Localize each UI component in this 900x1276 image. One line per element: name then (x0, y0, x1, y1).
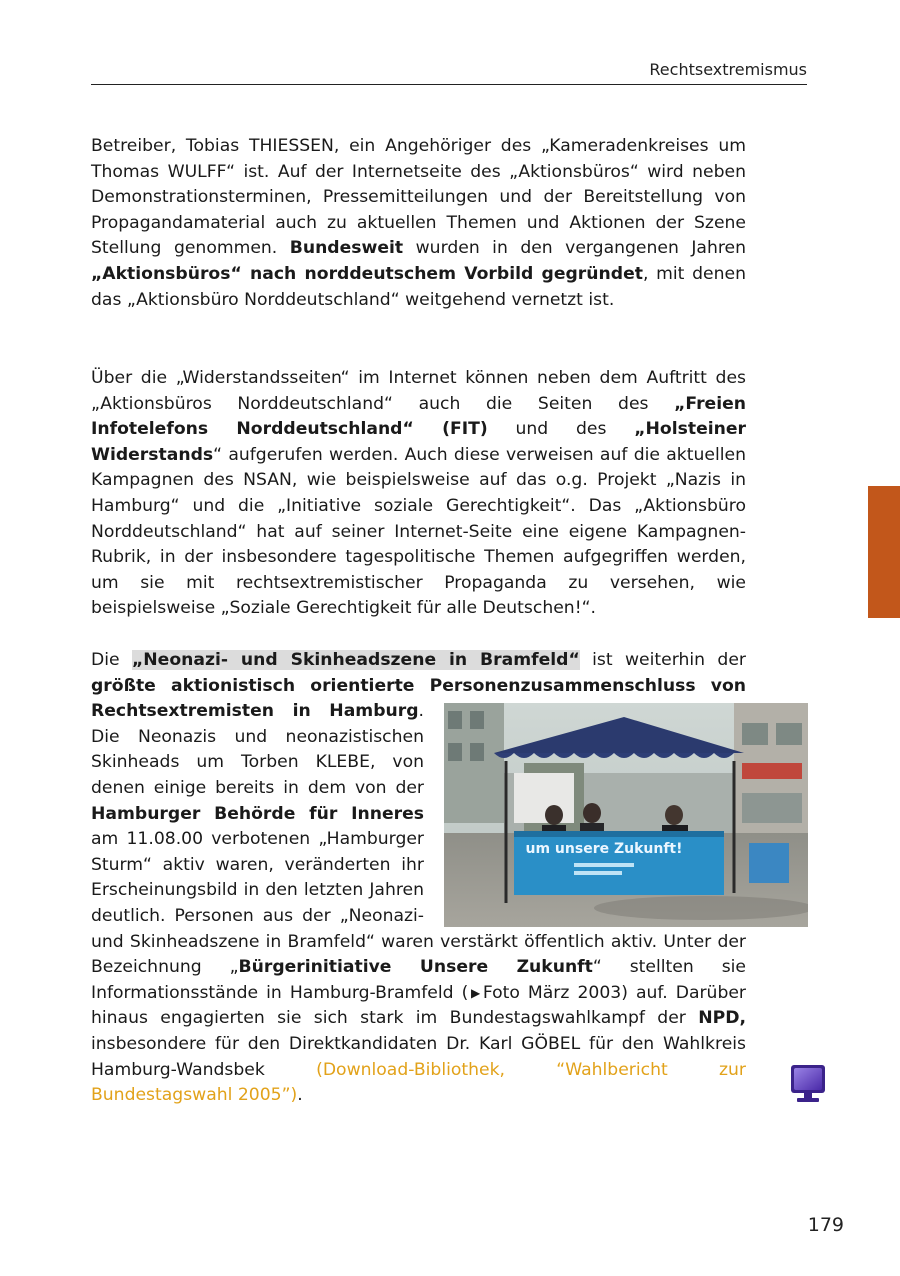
p1-bold-d: „Aktionsbüros“ nach norddeutschem Vorbild gegründet (91, 263, 643, 284)
monitor-icon[interactable] (790, 1064, 826, 1104)
p3-highlight-b: „Neonazi- und Skinheadszene in Bramfeld“ (131, 650, 580, 670)
p1-text-a: Betreiber, Tobias THIESSEN, ein Angehöriger des „Kameradenkreises um Thomas WULFF“ ist. Auf der Internetseite des „Aktionsbüros“ wird neben Demonstrationsterminen, Pressemitteilungen und der Bereitstellung von Propagandamaterial auch zu aktuellen Themen und Aktionen der Szene Stellung genommen. (91, 136, 746, 259)
p2-bold-b: „Freien Infotelefons Norddeutschland“ (FIT) (91, 393, 746, 440)
chapter-tab (868, 486, 900, 618)
p1-text-e: , mit denen das „Aktionsbüro Norddeutschland“ weitgehend vernetzt ist. (91, 263, 746, 310)
download-library-link[interactable]: (Download-Bibliothek, “Wahlbericht zur Bundestagswahl 2005”) (91, 1059, 746, 1106)
paragraph-1 (91, 134, 746, 313)
p2-text-a: Über die „Widerstandsseiten“ im Internet können neben dem Auftritt des „Aktionsbüros Norddeutschland“ auch die Seiten des (91, 368, 746, 414)
p3-text-i: “ stellten sie Informationsstände in Hamburg-Bramfeld ( (91, 957, 746, 1003)
paragraph-2 (91, 366, 746, 622)
photo-info-stand-svg (444, 703, 808, 927)
p3-text-m: insbesondere für den Direktkandidaten Dr. Karl GÖBEL für den Wahlkreis Hamburg-Wandsbek (91, 1033, 746, 1080)
running-header: Rechtsextremismus (649, 60, 807, 79)
header-rule (91, 84, 807, 85)
p3-text-c: ist weiterhin der (579, 650, 746, 670)
p2-text-e: “ aufgerufen werden. Auch diese verweisen auf die aktuellen Kampagnen des NSAN, wie beispielsweise auf das o.g. Projekt „Nazis in Hamburg“ und die „Initiative soziale Gerechtigkeit“. Das „Aktionsbüro Norddeutschland“ hat auf seiner Internet-Seite eine eigene Kampagnen-Rubrik, in der insbesondere tagespolitische Themen aufgegriffen werden, um sie mit rechtsextremistischer Propaganda zu versehen, wie beispielsweise „Soziale Gerechtigkeit für alle Deutschen!“. (91, 444, 746, 619)
p2-text-c: und des (487, 419, 635, 440)
photo-info-stand (444, 703, 808, 927)
paragraph-2-text (91, 366, 746, 622)
p3-text-e: . Die Neonazis und neonazistischen Skinheads um Torben KLEBE, von denen einige bereits in dem von der (91, 701, 424, 798)
p3-bold-d: größte aktionistisch orientierte Personenzusammenschluss von Rechtsextremisten in Hamburg (91, 675, 746, 722)
p3-text-g: am 11.08.00 verbotenen „Hamburger Sturm“ aktiv waren, veränderten ihr Erscheinungsbild in den letzten Jahren deutlich. Personen aus der „Neonazi- und Skinheadszene in Bramfeld“ waren verstärkt öffentlich aktiv. Unter der Bezeichnung „ (91, 829, 746, 978)
p3-bold-l: NPD, (698, 1008, 746, 1029)
monitor-icon-svg (790, 1064, 826, 1104)
photo-banner-text: um unsere Zukunft! (525, 841, 683, 858)
paragraph-3-text (91, 648, 746, 1109)
p1-bold-b: Bundesweit (289, 238, 404, 259)
p3-text-k: Foto März 2003) auf. Darüber hinaus engagierten sie sich stark im Bundestagswahlkampf der (91, 982, 747, 1029)
p3-text-o: . (297, 1085, 303, 1106)
paragraph-1-text (91, 134, 746, 313)
p3-bold-f: Hamburger Behörde für Inneres (91, 803, 424, 824)
p3-bold-h: Bürgerinitiative Unsere Zukunft (238, 957, 593, 978)
p3-text-a: Die (91, 650, 132, 670)
arrow-right-icon: ▶ (468, 985, 483, 1000)
paragraph-3 (91, 648, 746, 1109)
page-number: 179 (807, 1214, 844, 1236)
p2-bold-d: „Holsteiner Widerstands (91, 419, 746, 465)
p1-text-c: wurden in den vergangenen Jahren (403, 238, 746, 259)
